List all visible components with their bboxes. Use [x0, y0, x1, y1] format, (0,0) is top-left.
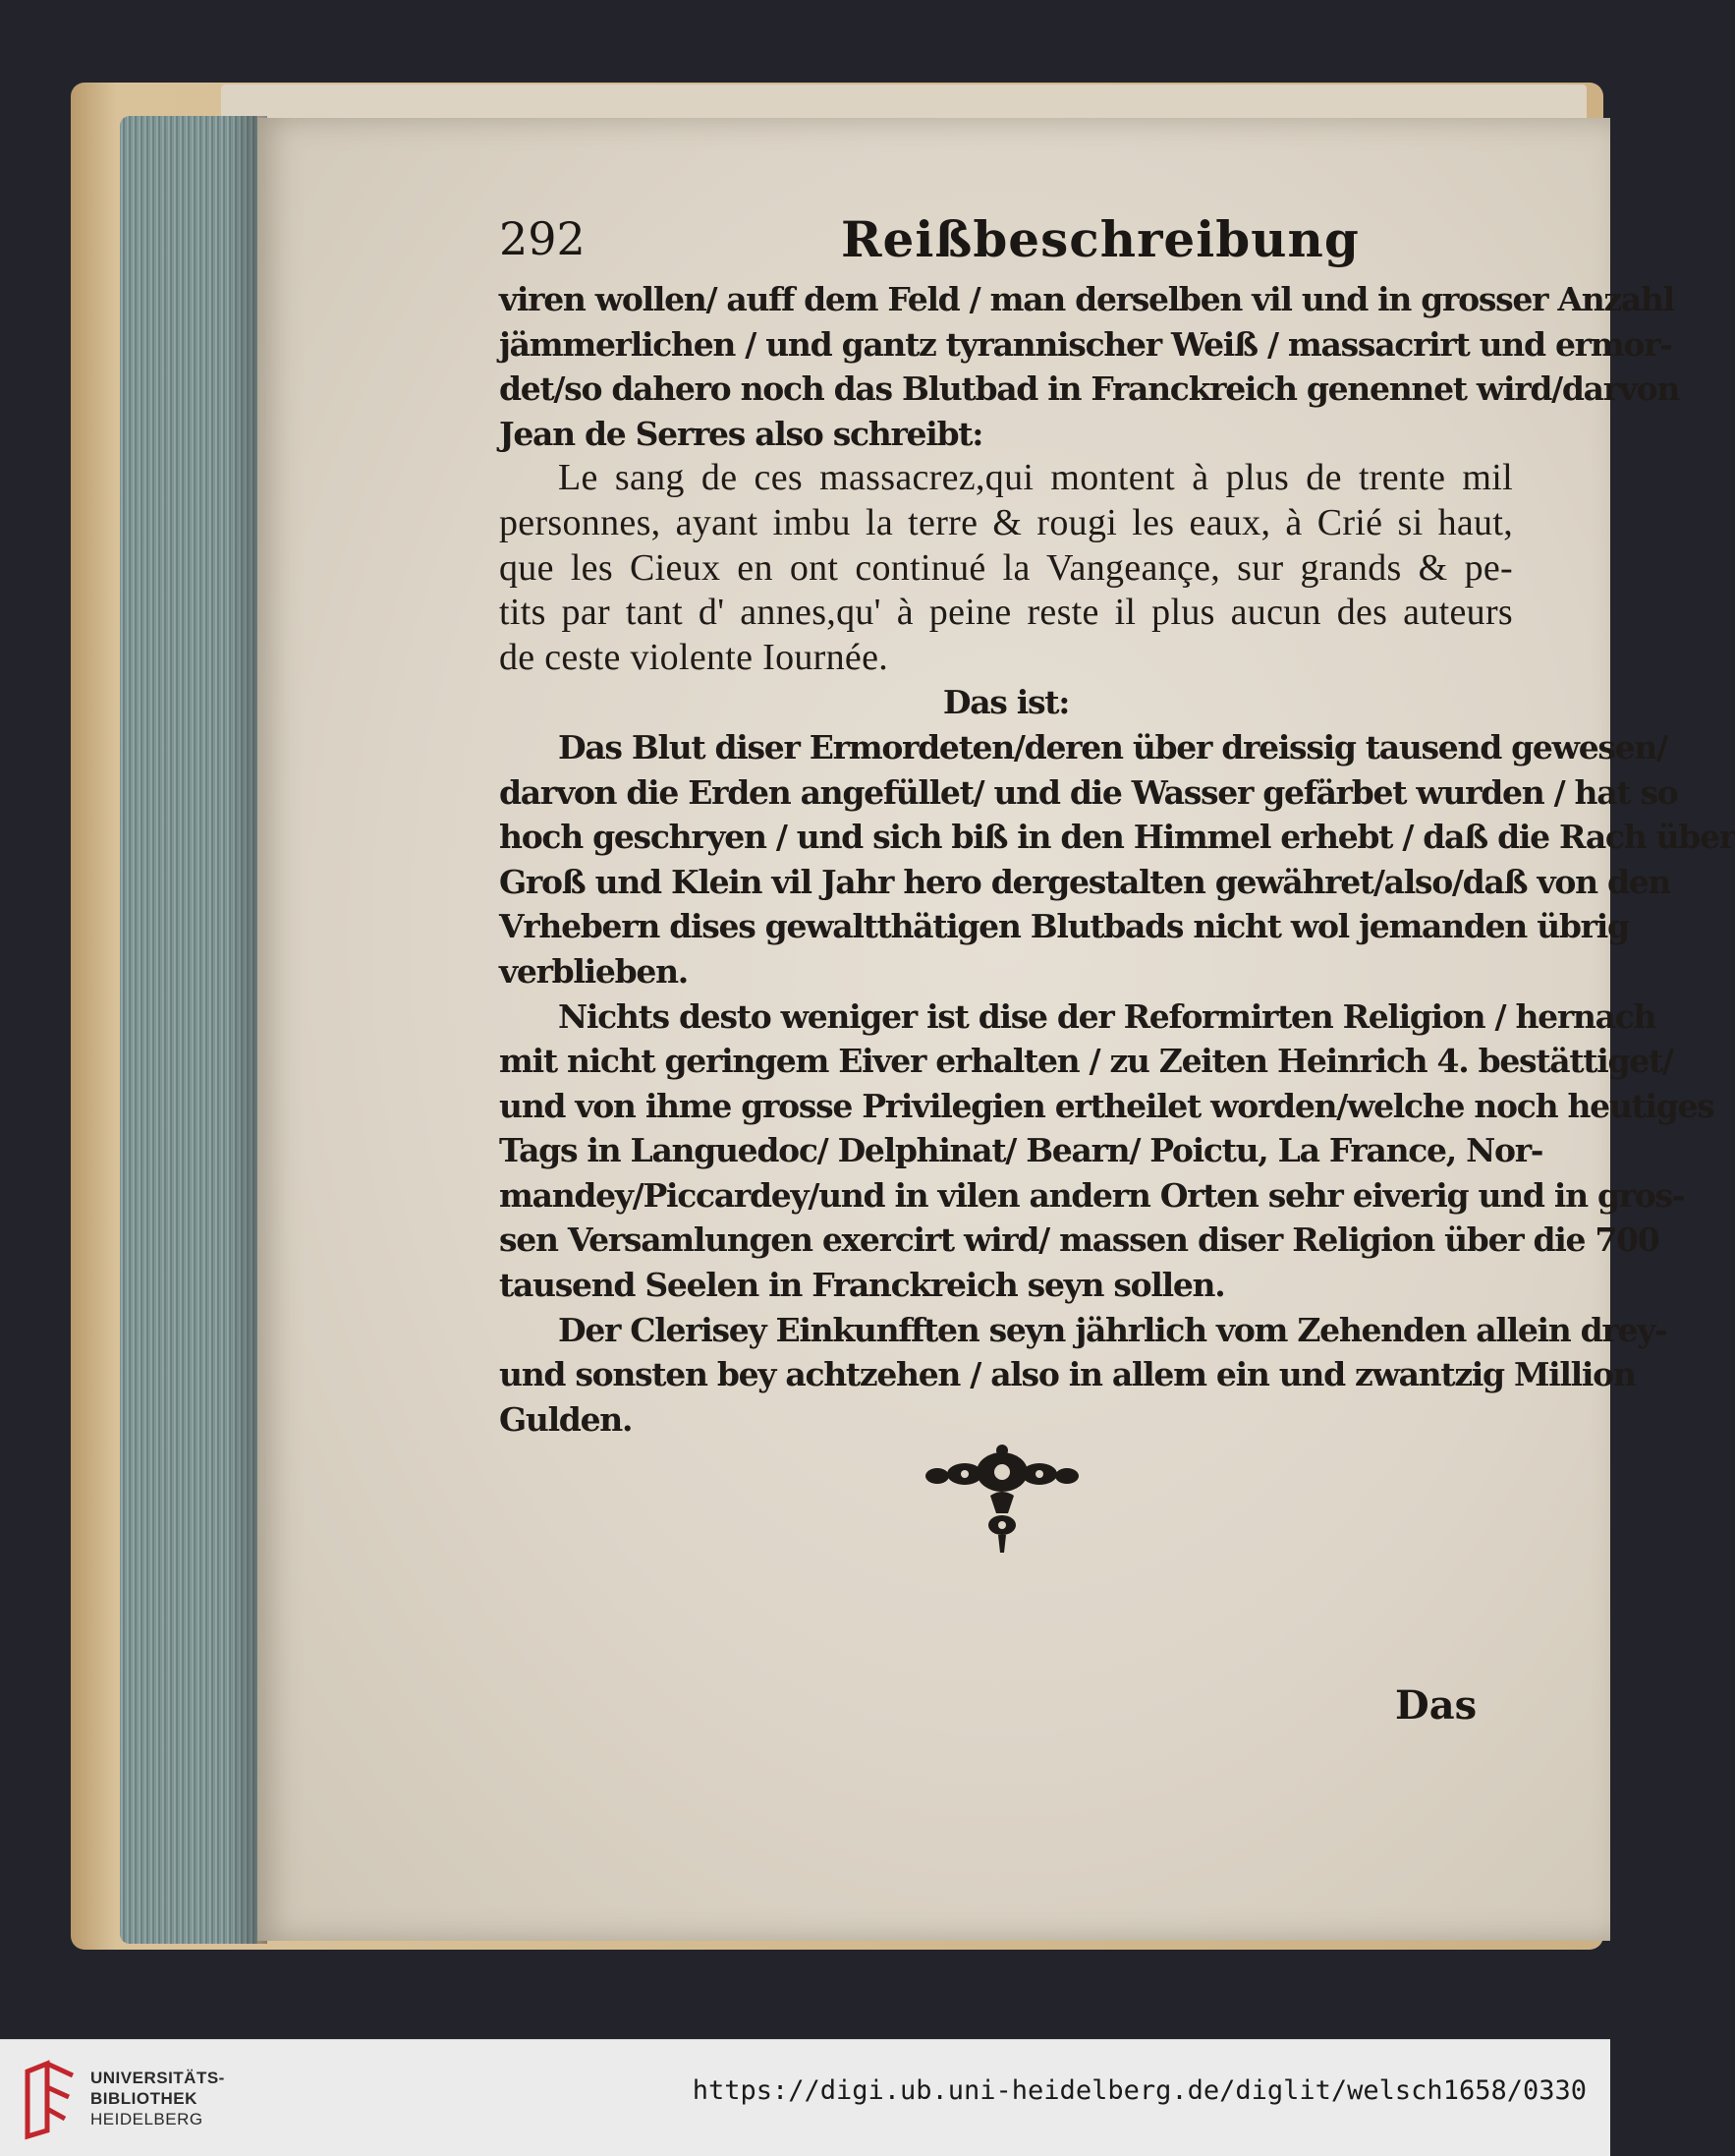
text-line: jämmerlichen / und gantz tyrannischer Weiß / massacrirt und ermor- [499, 324, 1672, 364]
viewer-footer [0, 2039, 1610, 2156]
text-line: tausend Seelen in Franckreich seyn sollen. [499, 1266, 1225, 1305]
running-head: Reißbeschreibung [841, 210, 1360, 268]
text-line: viren wollen/ auff dem Feld / man derselben vil und in grosser Anzahl [499, 280, 1674, 318]
text-line: personnes, ayant imbu la terre & rougi les eaux, à Crié si haut, [499, 501, 1513, 543]
library-logo-text [90, 2068, 225, 2129]
text-line: Vrhebern dises gewaltthätigen Blutbads nicht wol jemanden übrig [499, 907, 1629, 946]
text-line: hoch geschryen / und sich biß in den Himmel erhebt / daß die Rach über [499, 818, 1735, 857]
text-line: Das ist: [942, 683, 1070, 722]
page-header [499, 212, 1511, 281]
text-line: sen Versamlungen exercirt wird/ massen diser Religion über die 700 [499, 1220, 1659, 1260]
text-line: det/so dahero noch das Blutbad in Franckreich genennet wird/darvon [499, 369, 1680, 409]
text-line: Nichts desto weniger ist dise der Reformirten Religion / hernach [558, 996, 1656, 1036]
text-line: Tags in Languedoc/ Delphinat/ Bearn/ Poictu, La France, Nor- [499, 1131, 1543, 1170]
text-line: Jean de Serres also schreibt: [499, 414, 983, 453]
logo-line-3: HEIDELBERG [90, 2110, 203, 2128]
university-library-logo-icon[interactable] [18, 2060, 83, 2138]
text-line: Das Blut diser Ermordeten/deren über dreissig tausend gewesen/ [558, 727, 1667, 766]
text-line: tits par tant d' annes,qu' à peine reste il plus aucun des auteurs [499, 592, 1513, 634]
logo-line-2: BIBLIOTHEK [90, 2089, 197, 2108]
text-line: de ceste violente Iournée. [499, 636, 889, 678]
text-line: und sonsten bey achtzehen / also in allem ein und zwantzig Million [499, 1355, 1636, 1394]
text-line: verblieben. [499, 951, 688, 991]
text-line: Groß und Klein vil Jahr hero dergestalten gewähret/also/daß von den [499, 862, 1671, 901]
logo-line-1: UNIVERSITÄTS- [90, 2069, 225, 2087]
text-line: Gulden. [499, 1399, 633, 1439]
text-line: que les Cieux en ont continué la Vangeançe, sur grands & pe- [499, 546, 1513, 589]
text-line: Le sang de ces massacrez,qui montent à plus de trente mil [558, 457, 1513, 499]
permalink-url[interactable]: https://digi.ub.uni-heidelberg.de/diglit/welsch1658/0330 [692, 2075, 1587, 2106]
text-line: mandey/Piccardey/und in vilen andern Orten sehr eiverig und in gros- [499, 1175, 1685, 1215]
text-line: und von ihme grosse Privilegien ertheilet worden/welche noch heutiges [499, 1086, 1714, 1125]
text-line: Der Clerisey Einkunfften seyn jährlich vom Zehenden allein drey- [558, 1310, 1667, 1349]
body-text [499, 277, 1735, 1442]
text-line: mit nicht geringem Eiver erhalten / zu Zeiten Heinrich 4. bestättiget/ [499, 1042, 1673, 1081]
printers-ornament-icon [922, 1445, 1083, 1555]
text-line: darvon die Erden angefüllet/ und die Wasser gefärbet wurden / hat so [499, 772, 1678, 812]
page-number: 292 [499, 212, 586, 265]
catchword: Das [1395, 1682, 1478, 1729]
